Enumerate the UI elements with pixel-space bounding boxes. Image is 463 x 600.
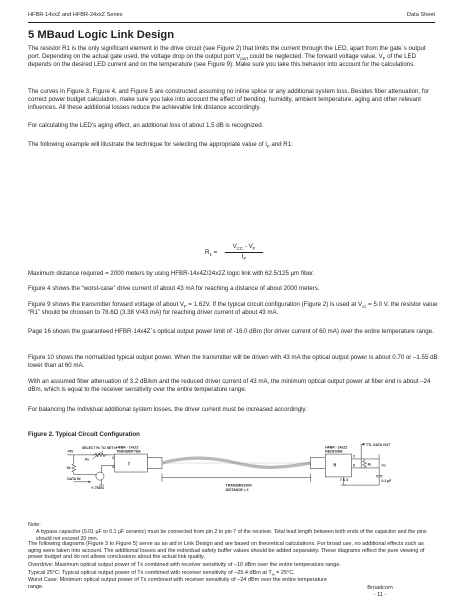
- distance-label-1: TRANSMISSION: [225, 483, 252, 488]
- formula-denominator: $I_F$: [241, 253, 247, 261]
- paragraph-output-limit: Page 16 shows the guaranteed HFBR-14x4Z`s optical output power limit of -16.0 dBm (for driver current of 60 mA) over the entire temperature range.: [28, 328, 434, 335]
- driver-gate: [96, 472, 104, 480]
- figure-note-body: A bypass capacitor (0.01 µF to 0.1 µF ceramic) must be connected from pin 2 to pin 7 of the receiver. Total lead length between both ends of the capacitor and the pins should not exceed 20 mm.: [36, 529, 427, 542]
- tx-title-1: HFBR - 14x2Z: [116, 445, 139, 450]
- rx-letter: R: [333, 462, 337, 468]
- rl-resistor: [362, 459, 366, 468]
- paragraph-max-distance: Maximum distance required = 2000 meters by using HFBR-14x4Z/24x2Z logic link with 62.5/125 µm fiber.: [28, 270, 315, 277]
- figure-caption: Figure 2. Typical Circuit Configuration: [28, 431, 140, 438]
- paragraph-curves: The curves in Figure 3, Figure 4, and Figure 5 are constructed assuming no inline splice or any additional system loss. Besides fiber attenuation, for correct power budget calculation, make sure you take into account the effect of bending, humidity, ambient temperature, aging and other relevant influences. All these additional losses reduce the achievable link distance accordingly.: [28, 88, 430, 111]
- data-in-arrow: [89, 481, 91, 483]
- paragraph-fiber-attenuation: With an assumed fiber attenuation of 3.2 dB/km and the reduced driver current of 43 mA, the minimum optical output power at fiber end is about –24 dBm, which is equal to the receiver sensitivity over the entire temperature range.: [28, 378, 431, 393]
- paragraph-typical-25c: Typical 25°C: Typical optical output power of Tx combined with receiver sensitivity of –25.4 dBm at $T_A = 25^\circ C$.: [28, 570, 295, 577]
- ttl-out-label: TTL DATA OUT: [366, 442, 391, 447]
- rx-pin6-label: 6: [353, 463, 355, 468]
- gate-label: ½ 75451: [90, 486, 105, 491]
- figure-note-title: Note:: [28, 522, 41, 528]
- rx-title-1: HFBR - 24x2Z: [325, 445, 348, 450]
- rx-pin763-label: 7 & 3: [339, 478, 349, 482]
- paragraph-aging: For calculating the LED’s aging effect, an additional loss of about 1.5 dB is recognized.: [28, 122, 264, 129]
- fiber-cable: [162, 458, 311, 467]
- tx-connector: [147, 457, 162, 468]
- paragraph-normalized-power: Figure 10 shows the normalized typical output power. When the transmitter will be driven with 43 mA the optical output power is about 0.70 or –1.55 dB lower than at 60 mA.: [28, 354, 438, 369]
- distance-label-2: DISTANCE = ℓ: [225, 487, 249, 492]
- tx-title-2: TRANSMITTER: [116, 449, 141, 454]
- tx-pin2-label: 2: [112, 455, 115, 460]
- formula-lhs: $R_1$ =: [205, 249, 218, 257]
- circuit-diagram: [28, 441, 438, 521]
- paragraph-example-intro: The following example will illustrate the technique for selecting the appropriate value of $I_F$ and R1:: [28, 141, 293, 149]
- resistor-formula: [205, 243, 295, 265]
- r1-label: R1: [85, 457, 90, 462]
- vo-label: VO: [381, 463, 386, 468]
- section-title: 5 MBaud Logic Link Design: [28, 29, 175, 41]
- rx-title-2: RECEIVER: [325, 449, 343, 454]
- page-header: [28, 11, 435, 20]
- select-r1-label: SELECT R1 TO SET IF: [81, 446, 117, 451]
- footer-page-number: - 11 -: [373, 592, 387, 598]
- paragraph-forward-voltage: Figure 9 shows the transmitter forward voltage of about $V_F = 1.62V$. If the typical circuit configuration (Figure 2) is used at $V_{cc} = 5.0$ V, the resistor value “R1” should be choosen to 78.6Ω (3.38 V/43 mA) for reaching driver current of about 43 mA.: [28, 301, 438, 316]
- data-in-label: DATA IN: [67, 477, 81, 482]
- tx-pin3-label: 3: [112, 464, 115, 469]
- rx-pin2-label: 2: [353, 454, 355, 459]
- receiver-box: [325, 454, 351, 477]
- header-doc-type: Data Sheet: [407, 12, 435, 18]
- rl-label: RL: [367, 462, 372, 467]
- formula-numerator: $V_{CC} - V_F$: [232, 243, 256, 251]
- paragraph-worst-case: Figure 4 shows the “worst-case” drive current of about 43 mA for reaching a distance of about 2000 meters.: [28, 285, 320, 292]
- paragraph-balancing: For balancing the individual additional system losses, the driver current must be increased accordingly.: [28, 406, 307, 413]
- resistor-1k-label: 1K: [66, 465, 71, 470]
- footer-company: Broadcom: [367, 585, 393, 591]
- paragraph-link-design: The following diagrams (Figure 3 to Figure 5) serve as an aid in Link Design and are based on theoretical calculations. For broad use, no additional effects such as aging were taken into account. The additional losses and the individual safety buffer values should be added separately. These diagrams reflect the pure viewing of power budget and do not allows conclusions about the actual link quality.: [28, 541, 425, 561]
- paragraph-overdrive: Overdrive: Maximum optical output power of Tx combined with receiver sensitivity of –10 dBm over the entire temperature range.: [28, 562, 341, 568]
- resistor-1k: [72, 462, 76, 474]
- paragraph-resistor: The resistor R1 is the only significant element in the drive circuit (see Figure 2) that limits the current through the LED, apart from the gate`s output port. Depending on the actual gate used, the voltage drop on the output port $V_{port}$ could be neglected. The forward voltage value, $V_F$ of the LED depends on the desired LED current and on the temperature (see Figure 9). Make sure you take this behavior into account for the calculations.: [28, 45, 426, 68]
- tx-letter: T: [127, 461, 131, 467]
- paragraph-worst-case-sensitivity: Worst Case: Minimum optical output power of Tx combined with receiver sensitivity of –24 dBm over the entire temperature range.: [28, 577, 328, 590]
- vcc-label: +5V: [67, 449, 74, 454]
- ttl-out-arrow: [361, 443, 364, 445]
- rx-connector: [311, 457, 326, 468]
- header-rule: [28, 22, 435, 23]
- cap-label: 0.1 µF: [381, 478, 392, 483]
- header-doc-series: HFBR-14xxZ and HFBR-24xxZ Series: [28, 12, 123, 18]
- transmitter-box: [115, 454, 148, 472]
